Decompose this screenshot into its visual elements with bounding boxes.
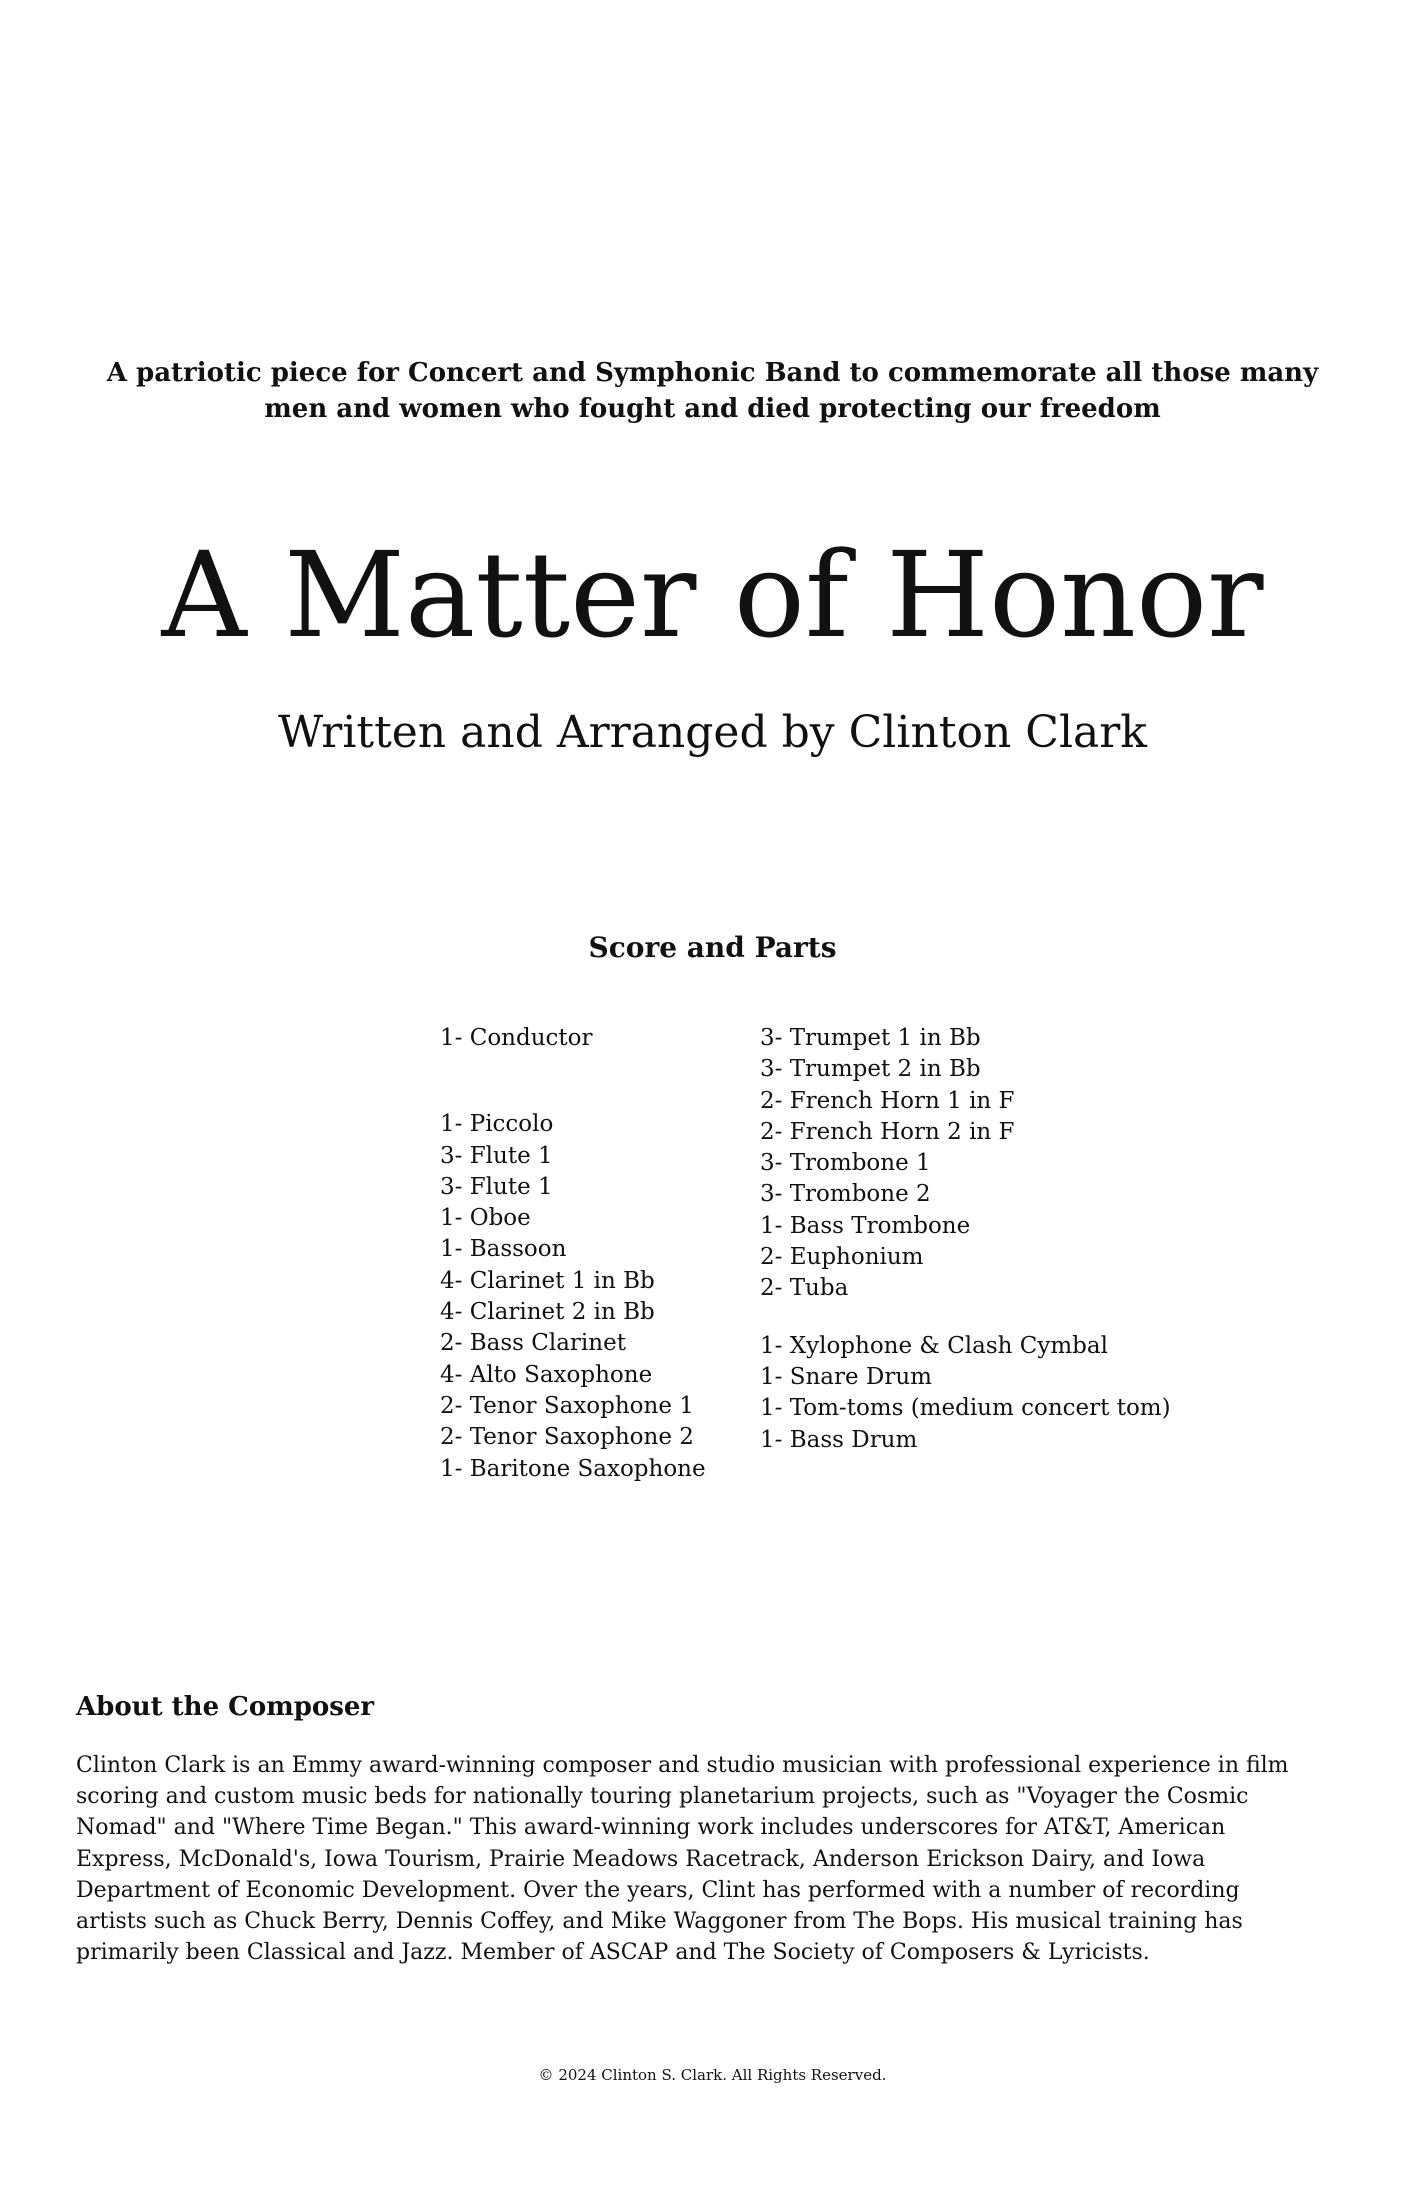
- parts-list-left: [440, 1023, 706, 1485]
- list-item: 2- French Horn 1 in F: [760, 1087, 1015, 1114]
- list-item: 1- Bass Trombone: [760, 1212, 971, 1239]
- list-item: 3- Trombone 1: [760, 1150, 931, 1177]
- byline: Written and Arranged by Clinton Clark: [278, 707, 1147, 758]
- list-item: 4- Alto Saxophone: [440, 1361, 653, 1388]
- about-line: Nomad" and "Where Time Began." This award-winning work includes underscores for AT&T, American: [76, 1815, 1226, 1841]
- list-item: 1- Bass Drum: [760, 1426, 918, 1453]
- list-item: 1- Xylophone & Clash Cymbal: [760, 1332, 1108, 1359]
- score-and-parts-heading: Score and Parts: [588, 931, 837, 964]
- list-item: 1- Piccolo: [440, 1111, 554, 1138]
- subtitle-line-1: A patriotic piece for Concert and Symphonic Band to commemorate all those many: [106, 358, 1319, 388]
- copyright-notice: © 2024 Clinton S. Clark. All Rights Reserved.: [538, 2066, 887, 2084]
- list-item: 3- Trombone 2: [760, 1181, 931, 1208]
- list-item: 2- Tenor Saxophone 1: [440, 1392, 694, 1419]
- about-line: artists such as Chuck Berry, Dennis Coffey, and Mike Waggoner from The Bops. His musical training has: [76, 1909, 1243, 1935]
- list-item: 1- Oboe: [440, 1205, 531, 1232]
- list-item: 1- Tom-toms (medium concert tom): [760, 1395, 1171, 1422]
- parts-list-right: [760, 1023, 1171, 1456]
- subtitle-line-2: men and women who fought and died protecting our freedom: [264, 394, 1161, 424]
- about-composer-heading: About the Composer: [76, 1692, 375, 1722]
- list-spacer: [760, 1305, 1171, 1331]
- list-item: 1- Conductor: [440, 1025, 593, 1051]
- list-spacer: [440, 1054, 706, 1109]
- about-line: Department of Economic Development. Over the years, Clint has performed with a number of recording: [76, 1877, 1240, 1903]
- about-line: Clinton Clark is an Emmy award-winning composer and studio musician with professional experience in film: [76, 1753, 1289, 1778]
- about-line: Express, McDonald's, Iowa Tourism, Prairie Meadows Racetrack, Anderson Erickson Dairy, and Iowa: [76, 1846, 1206, 1872]
- about-line: primarily been Classical and Jazz. Member of ASCAP and The Society of Composers & Lyricists.: [76, 1940, 1150, 1966]
- list-item: 4- Clarinet 2 in Bb: [440, 1299, 655, 1326]
- list-item: 2- Tuba: [760, 1275, 849, 1302]
- list-item: 3- Flute 1: [440, 1173, 553, 1200]
- page-title: A Matter of Honor: [161, 526, 1264, 664]
- about-line: scoring and custom music beds for nationally touring planetarium projects, such as "Voyager the Cosmic: [76, 1784, 1249, 1810]
- list-item: 1- Baritone Saxophone: [440, 1455, 706, 1482]
- list-item: 1- Bassoon: [440, 1236, 567, 1263]
- list-item: 2- French Horn 2 in F: [760, 1118, 1015, 1145]
- about-composer-body: [76, 1750, 1356, 1968]
- list-item: 3- Trumpet 2 in Bb: [760, 1056, 981, 1083]
- list-item: 4- Clarinet 1 in Bb: [440, 1267, 655, 1294]
- list-item: 2- Euphonium: [760, 1244, 924, 1271]
- list-item: 2- Bass Clarinet: [440, 1330, 626, 1357]
- list-item: 3- Trumpet 1 in Bb: [760, 1025, 981, 1051]
- list-item: 3- Flute 1: [440, 1142, 553, 1169]
- subtitle: [0, 355, 1425, 427]
- list-item: 2- Tenor Saxophone 2: [440, 1424, 694, 1451]
- list-item: 1- Snare Drum: [760, 1363, 932, 1390]
